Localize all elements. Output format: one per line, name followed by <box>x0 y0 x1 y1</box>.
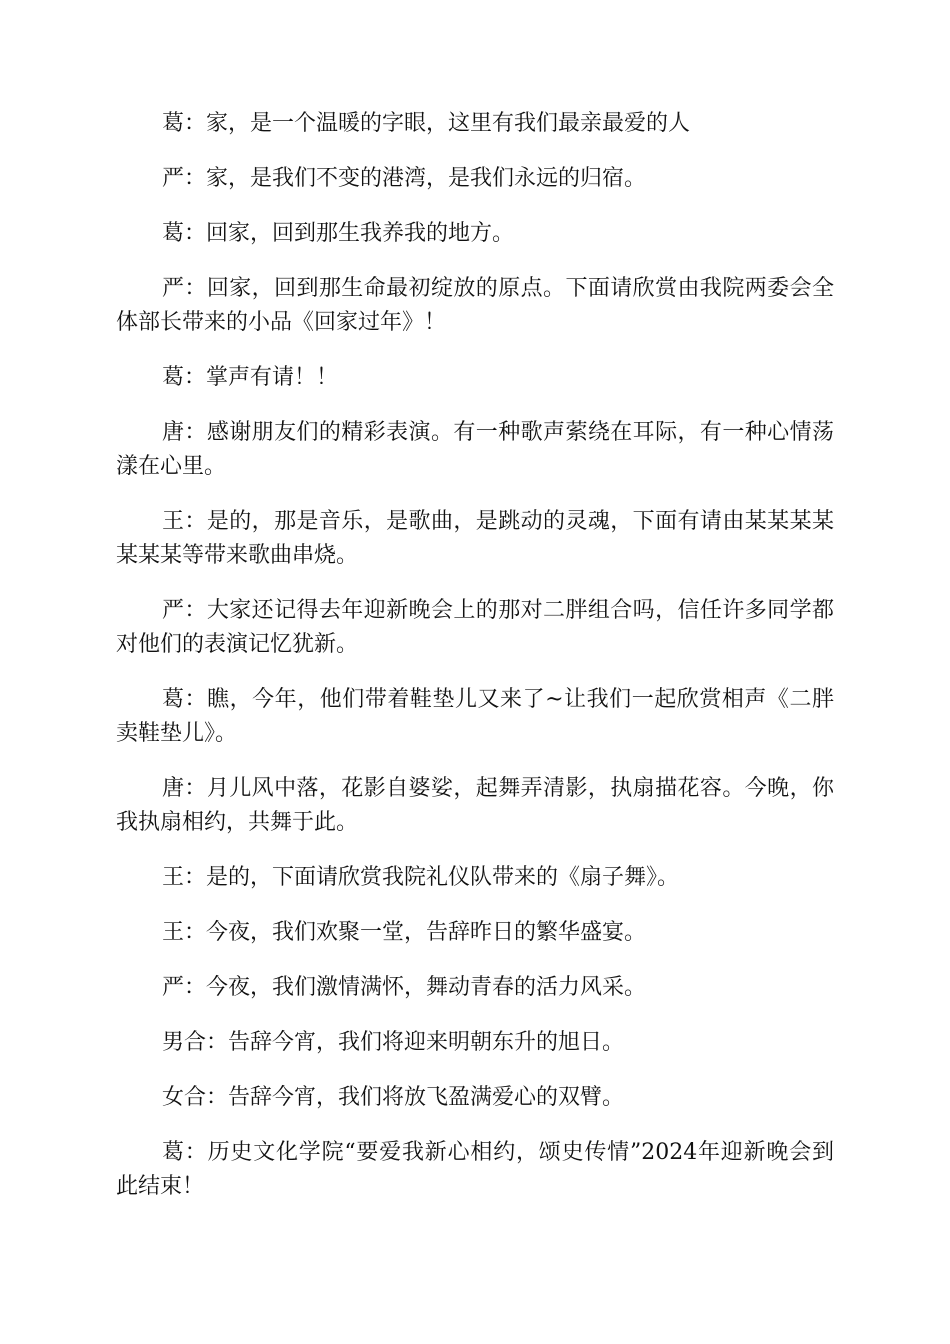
script-line: 唐：月儿风中落，花影自婆娑，起舞弄清影，执扇描花容。今晚，你我执扇相约，共舞于此。 <box>116 776 834 835</box>
script-line: 王：是的，那是音乐，是歌曲，是跳动的灵魂，下面有请由某某某某某某某等带来歌曲串烧。 <box>116 509 834 568</box>
script-line: 男合：告辞今宵，我们将迎来明朝东升的旭日。 <box>162 1030 625 1055</box>
script-line: 葛：掌声有请！！ <box>162 365 339 390</box>
script-line: 严：大家还记得去年迎新晚会上的那对二胖组合吗，信任许多同学都对他们的表演记忆犹新。 <box>116 598 834 657</box>
script-line: 葛：瞧，今年，他们带着鞋垫儿又来了~让我们一起欣赏相声《二胖卖鞋垫儿》。 <box>116 687 834 746</box>
document-page <box>116 107 834 1225</box>
script-line: 王：今夜，我们欢聚一堂，告辞昨日的繁华盛宴。 <box>162 920 647 945</box>
script-line: 唐：感谢朋友们的精彩表演。有一种歌声萦绕在耳际，有一种心情荡漾在心里。 <box>116 420 834 479</box>
script-line: 严：今夜，我们激情满怀，舞动青春的活力风采。 <box>162 975 647 1000</box>
script-line: 王：是的，下面请欣赏我院礼仪队带来的《扇子舞》。 <box>162 865 680 890</box>
script-line: 严：家，是我们不变的港湾，是我们永远的归宿。 <box>162 166 647 191</box>
script-line: 严：回家，回到那生命最初绽放的原点。下面请欣赏由我院两委会全体部长带来的小品《回家过年》！ <box>116 276 834 335</box>
script-line: 葛：历史文化学院“要爱我新心相约，颂史传情”2024年迎新晚会到此结束！ <box>116 1140 834 1199</box>
script-line: 葛：回家，回到那生我养我的地方。 <box>162 221 515 246</box>
script-line: 女合：告辞今宵，我们将放飞盈满爱心的双臂。 <box>162 1085 625 1110</box>
script-line: 葛：家，是一个温暖的字眼，这里有我们最亲最爱的人 <box>162 111 691 136</box>
